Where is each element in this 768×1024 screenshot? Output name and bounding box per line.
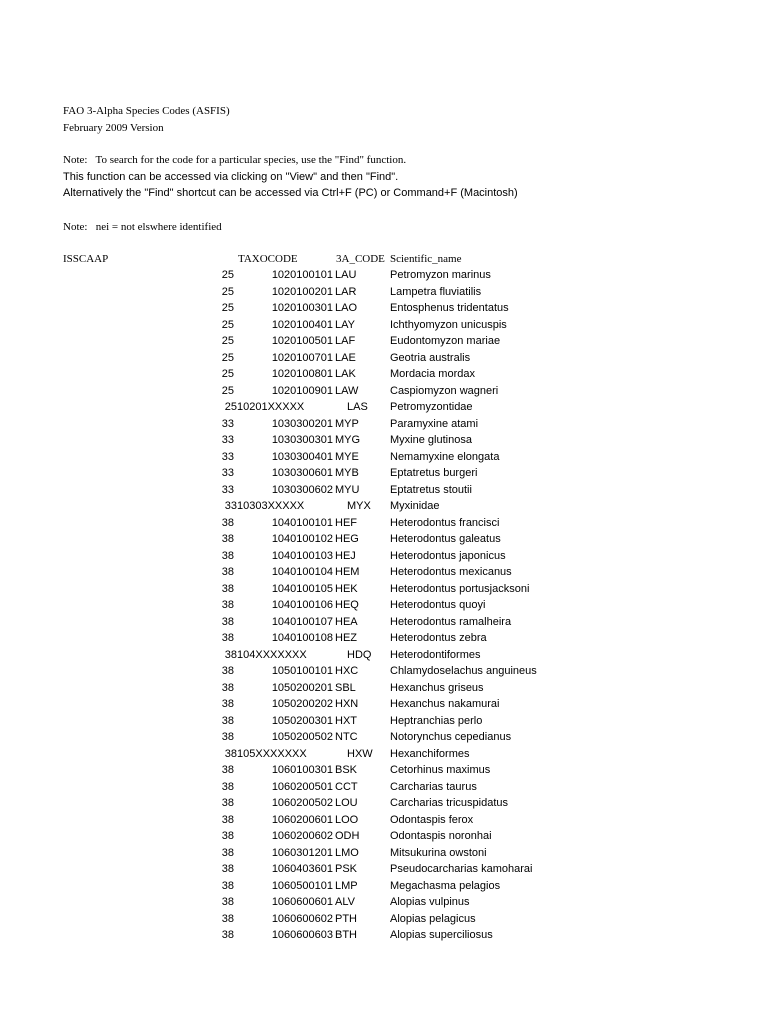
isscaap-cell: 38 — [221, 846, 234, 859]
a3-code-cell: MYU — [335, 483, 360, 496]
taxocode-cell: 1020100901 — [271, 384, 333, 397]
isscaap-cell: 33 — [221, 417, 234, 430]
scientific-name-cell: Odontaspis noronhai — [390, 830, 492, 842]
taxocode-cell: 1040100106 — [271, 599, 333, 611]
isscaap-cell: 33 — [224, 500, 237, 512]
taxocode-cell: 10303XXXXX — [237, 500, 305, 512]
note-find-shortcut: Alternatively the "Find" shortcut can be accessed via Ctrl+F (PC) or Command+F (Macintosh) — [63, 187, 518, 199]
isscaap-cell: 38 — [224, 648, 237, 661]
isscaap-cell: 38 — [221, 764, 234, 776]
column-header-3a-code: 3A_CODE — [336, 253, 385, 265]
taxocode-cell: 1040100103 — [271, 549, 333, 562]
taxocode-cell: 1020100101 — [271, 269, 333, 281]
scientific-name-cell: Chlamydoselachus anguineus — [390, 665, 537, 677]
a3-code-cell: PSK — [335, 863, 358, 875]
isscaap-cell: 38 — [221, 698, 234, 710]
a3-code-cell: HEF — [335, 516, 357, 529]
taxocode-cell: 1020100201 — [271, 285, 333, 298]
scientific-name-cell: Cetorhinus maximus — [390, 764, 491, 776]
table-row — [0, 879, 768, 896]
taxocode-cell: 1040100107 — [271, 615, 333, 628]
a3-code-cell: ODH — [335, 830, 360, 842]
taxocode-cell: 104XXXXXXX — [237, 648, 307, 661]
a3-code-cell: PTH — [335, 912, 357, 925]
table-row — [0, 829, 768, 846]
isscaap-cell: 38 — [221, 863, 234, 875]
scientific-name-cell: Notorynchus cepedianus — [390, 731, 512, 743]
scientific-name-cell: Caspiomyzon wagneri — [390, 384, 499, 397]
scientific-name-cell: Alopias pelagicus — [390, 912, 476, 925]
scientific-name-cell: Alopias superciliosus — [390, 929, 493, 941]
isscaap-cell: 38 — [221, 516, 234, 529]
table-row — [0, 565, 768, 582]
a3-code-cell: NTC — [335, 731, 358, 743]
scientific-name-cell: Megachasma pelagios — [390, 879, 501, 892]
a3-code-cell: HEZ — [335, 632, 357, 644]
table-row — [0, 598, 768, 615]
a3-code-cell: LMO — [335, 846, 359, 859]
taxocode-cell: 1030300201 — [271, 417, 333, 430]
table-row — [0, 351, 768, 368]
table-row — [0, 549, 768, 566]
isscaap-cell: 25 — [221, 269, 234, 281]
a3-code-cell: HEJ — [335, 549, 356, 562]
scientific-name-cell: Petromyzon marinus — [390, 269, 491, 281]
scientific-name-cell: Alopias vulpinus — [390, 896, 470, 908]
taxocode-cell: 1060500101 — [271, 879, 333, 892]
isscaap-cell: 25 — [221, 318, 234, 331]
a3-code-cell: LAO — [335, 302, 358, 314]
table-row — [0, 433, 768, 450]
scientific-name-cell: Pseudocarcharias kamoharai — [390, 863, 533, 875]
taxocode-cell: 1050200201 — [271, 681, 333, 694]
table-row — [0, 664, 768, 681]
table-row — [0, 895, 768, 912]
a3-code-cell: LOO — [335, 813, 359, 826]
taxocode-cell: 1060200601 — [271, 813, 333, 826]
table-row — [0, 367, 768, 384]
a3-code-cell: HEM — [335, 566, 360, 578]
scientific-name-cell: Mordacia mordax — [390, 368, 475, 380]
column-header-taxocode: TAXOCODE — [238, 253, 298, 265]
isscaap-cell: 38 — [221, 582, 234, 595]
scientific-name-cell: Eudontomyzon mariae — [390, 335, 501, 347]
isscaap-cell: 33 — [221, 450, 234, 463]
isscaap-cell: 33 — [221, 483, 234, 496]
isscaap-cell: 33 — [221, 467, 234, 479]
scientific-name-cell: Entosphenus tridentatus — [390, 302, 509, 314]
a3-code-cell: HXW — [347, 747, 373, 760]
table-row — [0, 483, 768, 500]
table-row — [0, 780, 768, 797]
scientific-name-cell: Paramyxine atami — [390, 417, 479, 430]
table-row — [0, 813, 768, 830]
taxocode-cell: 1040100108 — [271, 632, 333, 644]
isscaap-cell: 38 — [221, 879, 234, 892]
scientific-name-cell: Petromyzontidae — [390, 401, 473, 413]
table-row — [0, 384, 768, 401]
isscaap-cell: 25 — [221, 285, 234, 298]
a3-code-cell: MYB — [335, 467, 359, 479]
table-row — [0, 796, 768, 813]
taxocode-cell: 1060200501 — [271, 780, 333, 793]
isscaap-cell: 38 — [221, 615, 234, 628]
scientific-name-cell: Hexanchiformes — [390, 747, 470, 760]
table-row — [0, 697, 768, 714]
scientific-name-cell: Heterodontus japonicus — [390, 549, 506, 562]
column-header-scientific-name: Scientific_name — [390, 253, 462, 265]
table-row — [0, 334, 768, 351]
column-header-isscaap: ISSCAAP — [63, 253, 109, 265]
isscaap-cell: 38 — [221, 632, 234, 644]
a3-code-cell: LOU — [335, 797, 358, 809]
taxocode-cell: 1060301201 — [271, 846, 333, 859]
a3-code-cell: BTH — [335, 929, 357, 941]
table-row — [0, 862, 768, 879]
a3-code-cell: HEQ — [335, 599, 359, 611]
taxocode-cell: 1050200202 — [271, 698, 333, 710]
taxocode-cell: 1060600603 — [271, 929, 333, 941]
a3-code-cell: HXC — [335, 665, 359, 677]
a3-code-cell: SBL — [335, 681, 356, 694]
scientific-name-cell: Mitsukurina owstoni — [390, 846, 487, 859]
taxocode-cell: 1060200602 — [271, 830, 333, 842]
table-row — [0, 928, 768, 945]
scientific-name-cell: Hexanchus nakamurai — [390, 698, 500, 710]
isscaap-cell: 38 — [221, 830, 234, 842]
a3-code-cell: HEA — [335, 615, 358, 628]
scientific-name-cell: Myxinidae — [390, 500, 440, 512]
table-row — [0, 648, 768, 665]
table-row — [0, 615, 768, 632]
table-row — [0, 417, 768, 434]
a3-code-cell: LAF — [335, 335, 356, 347]
isscaap-cell: 38 — [221, 731, 234, 743]
scientific-name-cell: Carcharias tricuspidatus — [390, 797, 508, 809]
scientific-name-cell: Ichthyomyzon unicuspis — [390, 318, 507, 331]
taxocode-cell: 1030300401 — [271, 450, 333, 463]
taxocode-cell: 1060100301 — [271, 764, 333, 776]
table-row — [0, 730, 768, 747]
table-row — [0, 285, 768, 302]
table-row — [0, 400, 768, 417]
isscaap-cell: 38 — [221, 896, 234, 908]
note-nei: Note: nei = not elswhere identified — [63, 221, 222, 233]
taxocode-cell: 1020100401 — [271, 318, 333, 331]
a3-code-cell: MYP — [335, 417, 359, 430]
a3-code-cell: MYX — [347, 500, 371, 512]
scientific-name-cell: Heptranchias perlo — [390, 714, 483, 727]
taxocode-cell: 1030300602 — [271, 483, 333, 496]
table-row — [0, 516, 768, 533]
scientific-name-cell: Carcharias taurus — [390, 780, 477, 793]
isscaap-cell: 25 — [221, 302, 234, 314]
scientific-name-cell: Nemamyxine elongata — [390, 450, 500, 463]
scientific-name-cell: Heterodontus francisci — [390, 516, 500, 529]
isscaap-cell: 25 — [221, 384, 234, 397]
scientific-name-cell: Eptatretus stoutii — [390, 483, 472, 496]
a3-code-cell: LAK — [335, 368, 356, 380]
taxocode-cell: 10201XXXXX — [237, 401, 305, 413]
taxocode-cell: 1020100701 — [271, 351, 333, 364]
isscaap-cell: 38 — [221, 549, 234, 562]
table-row — [0, 499, 768, 516]
a3-code-cell: MYG — [335, 434, 361, 446]
isscaap-cell: 38 — [221, 797, 234, 809]
table-row — [0, 747, 768, 764]
scientific-name-cell: Lampetra fluviatilis — [390, 285, 482, 298]
taxocode-cell: 1050200301 — [271, 714, 333, 727]
isscaap-cell: 38 — [221, 813, 234, 826]
taxocode-cell: 105XXXXXXX — [237, 747, 307, 760]
taxocode-cell: 1020100801 — [271, 368, 333, 380]
scientific-name-cell: Hexanchus griseus — [390, 681, 484, 694]
isscaap-cell: 38 — [224, 747, 237, 760]
taxocode-cell: 1040100102 — [271, 533, 333, 545]
a3-code-cell: LAW — [335, 384, 359, 397]
taxocode-cell: 1030300601 — [271, 467, 333, 479]
table-row — [0, 631, 768, 648]
taxocode-cell: 1060200502 — [271, 797, 333, 809]
table-row — [0, 318, 768, 335]
taxocode-cell: 1040100105 — [271, 582, 333, 595]
a3-code-cell: LAU — [335, 269, 357, 281]
taxocode-cell: 1060600601 — [271, 896, 333, 908]
table-row — [0, 846, 768, 863]
a3-code-cell: BSK — [335, 764, 358, 776]
species-table — [0, 268, 768, 945]
isscaap-cell: 38 — [221, 533, 234, 545]
isscaap-cell: 25 — [221, 351, 234, 364]
a3-code-cell: ALV — [335, 896, 355, 908]
a3-code-cell: HXN — [335, 698, 359, 710]
taxocode-cell: 1060403601 — [271, 863, 333, 875]
table-row — [0, 681, 768, 698]
a3-code-cell: LAE — [335, 351, 356, 364]
table-row — [0, 532, 768, 549]
scientific-name-cell: Heterodontus zebra — [390, 632, 487, 644]
version-label: February 2009 Version — [63, 122, 164, 134]
a3-code-cell: CCT — [335, 780, 358, 793]
isscaap-cell: 33 — [221, 434, 234, 446]
scientific-name-cell: Heterodontiformes — [390, 648, 481, 661]
a3-code-cell: HDQ — [347, 648, 372, 661]
a3-code-cell: LAY — [335, 318, 355, 331]
taxocode-cell: 1030300301 — [271, 434, 333, 446]
isscaap-cell: 38 — [221, 681, 234, 694]
table-row — [0, 268, 768, 285]
table-row — [0, 301, 768, 318]
a3-code-cell: HXT — [335, 714, 357, 727]
scientific-name-cell: Odontaspis ferox — [390, 813, 474, 826]
note-find-view: This function can be accessed via clicking on "View" and then "Find". — [63, 171, 399, 183]
taxocode-cell: 1050200502 — [271, 731, 333, 743]
a3-code-cell: MYE — [335, 450, 359, 463]
a3-code-cell: HEG — [335, 533, 359, 545]
taxocode-cell: 1050100101 — [271, 665, 333, 677]
isscaap-cell: 38 — [221, 912, 234, 925]
scientific-name-cell: Geotria australis — [390, 351, 471, 364]
isscaap-cell: 25 — [224, 401, 237, 413]
taxocode-cell: 1040100101 — [271, 516, 333, 529]
table-row — [0, 763, 768, 780]
a3-code-cell: LAS — [347, 401, 368, 413]
isscaap-cell: 38 — [221, 780, 234, 793]
table-row — [0, 714, 768, 731]
table-row — [0, 912, 768, 929]
isscaap-cell: 38 — [221, 929, 234, 941]
taxocode-cell: 1020100301 — [271, 302, 333, 314]
taxocode-cell: 1060600602 — [271, 912, 333, 925]
scientific-name-cell: Heterodontus mexicanus — [390, 566, 512, 578]
scientific-name-cell: Heterodontus portusjacksoni — [390, 582, 530, 595]
scientific-name-cell: Heterodontus galeatus — [390, 533, 501, 545]
isscaap-cell: 25 — [221, 368, 234, 380]
scientific-name-cell: Myxine glutinosa — [390, 434, 472, 446]
taxocode-cell: 1040100104 — [271, 566, 333, 578]
note-find-instructions: Note: To search for the code for a particular species, use the "Find" function. — [63, 154, 407, 166]
a3-code-cell: LMP — [335, 879, 358, 892]
scientific-name-cell: Heterodontus quoyi — [390, 599, 486, 611]
isscaap-cell: 38 — [221, 566, 234, 578]
isscaap-cell: 38 — [221, 665, 234, 677]
isscaap-cell: 25 — [221, 335, 234, 347]
scientific-name-cell: Eptatretus burgeri — [390, 467, 478, 479]
isscaap-cell: 38 — [221, 599, 234, 611]
document-title: FAO 3-Alpha Species Codes (ASFIS) — [63, 105, 230, 117]
table-row — [0, 582, 768, 599]
table-row — [0, 466, 768, 483]
table-row — [0, 450, 768, 467]
taxocode-cell: 1020100501 — [271, 335, 333, 347]
isscaap-cell: 38 — [221, 714, 234, 727]
a3-code-cell: LAR — [335, 285, 357, 298]
a3-code-cell: HEK — [335, 582, 358, 595]
scientific-name-cell: Heterodontus ramalheira — [390, 615, 512, 628]
